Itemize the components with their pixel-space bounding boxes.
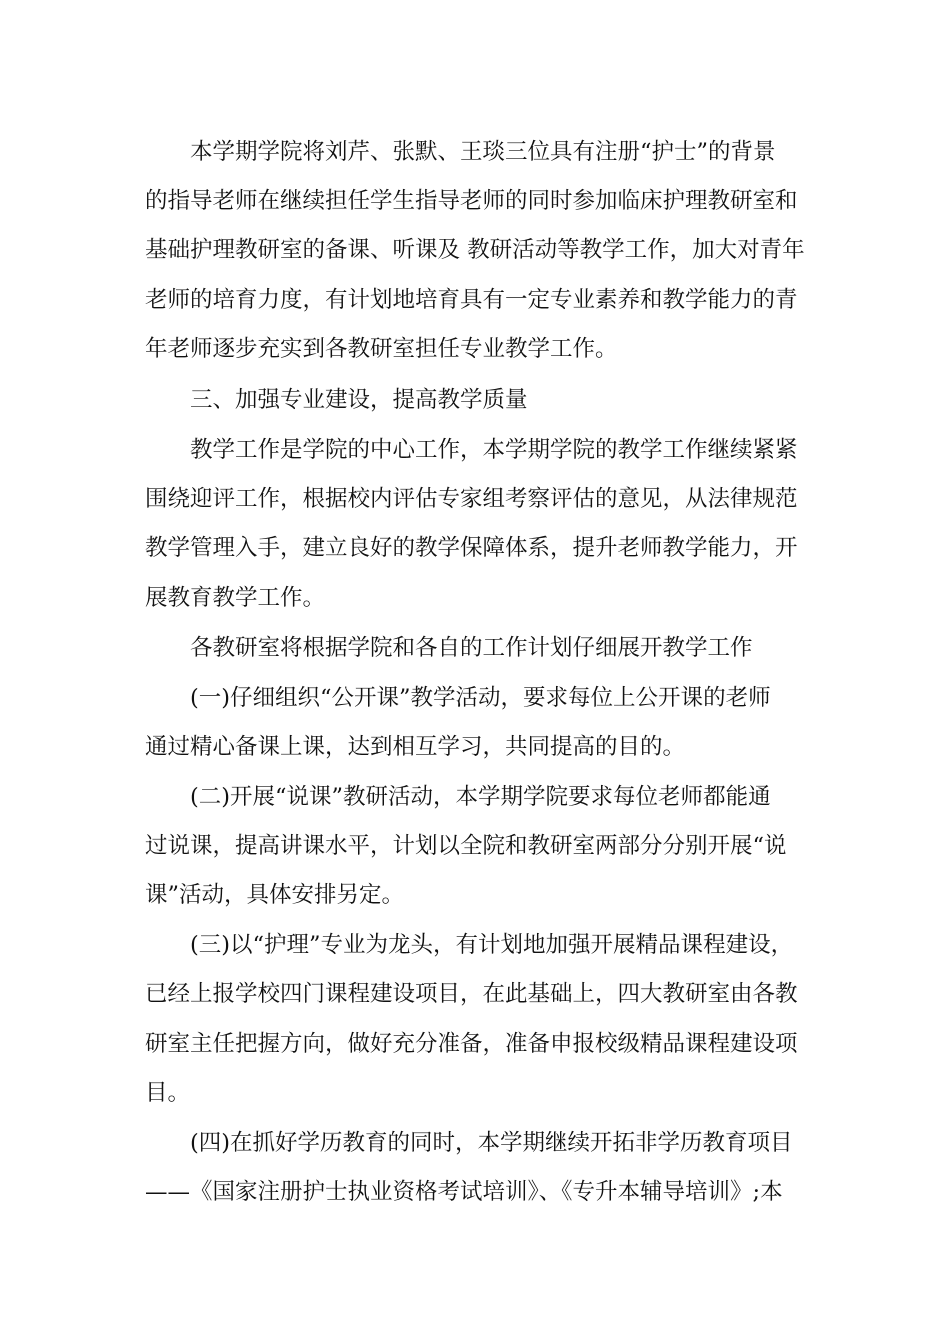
- section-heading: 三、加强专业建设，提高教学质量: [190, 387, 528, 413]
- list-item-line: ——《国家注册护士执业资格考试培训》、《专升本辅导培训》;本: [145, 1179, 783, 1205]
- paragraph-line: 展教育教学工作。: [145, 585, 326, 611]
- list-item-line: 通过精心备课上课，达到相互学习，共同提高的目的。: [145, 734, 686, 760]
- list-item-line: (二)开展“说课”教研活动，本学期学院要求每位老师都能通: [190, 784, 771, 810]
- list-item-line: 研室主任把握方向，做好充分准备，准备申报校级精品课程建设项: [145, 1031, 798, 1057]
- paragraph-line: 基础护理教研室的备课、听课及 教研活动等教学工作，加大对青年: [145, 237, 805, 263]
- list-item-line: 课”活动，具体安排另定。: [145, 882, 405, 908]
- paragraph-line: 教学管理入手，建立良好的教学保障体系，提升老师教学能力，开: [145, 535, 798, 561]
- list-item-line: (四)在抓好学历教育的同时，本学期继续开拓非学历教育项目: [190, 1130, 793, 1156]
- paragraph-line: 的指导老师在继续担任学生指导老师的同时参加临床护理教研室和: [145, 188, 798, 214]
- list-item-line: 目。: [145, 1080, 191, 1106]
- paragraph-line: 围绕迎评工作，根据校内评估专家组考察评估的意见，从法律规范: [145, 486, 798, 512]
- paragraph-line: 老师的培育力度，有计划地培育具有一定专业素养和教学能力的青: [145, 287, 798, 313]
- paragraph-line: 本学期学院将刘芹、张默、王琰三位具有注册“护士”的背景: [190, 139, 776, 165]
- paragraph-line: 各教研室将根据学院和各自的工作计划仔细展开教学工作: [190, 635, 753, 661]
- paragraph-line: 教学工作是学院的中心工作，本学期学院的教学工作继续紧紧: [190, 437, 798, 463]
- list-item-line: (三)以“护理”专业为龙头，有计划地加强开展精品课程建设，: [190, 932, 794, 958]
- list-item-line: 已经上报学校四门课程建设项目，在此基础上，四大教研室由各教: [145, 981, 798, 1007]
- list-item-line: 过说课，提高讲课水平，计划以全院和教研室两部分分别开展“说: [145, 833, 787, 859]
- list-item-line: (一)仔细组织“公开课”教学活动，要求每位上公开课的老师: [190, 685, 771, 711]
- paragraph-line: 年老师逐步充实到各教研室担任专业教学工作。: [145, 336, 618, 362]
